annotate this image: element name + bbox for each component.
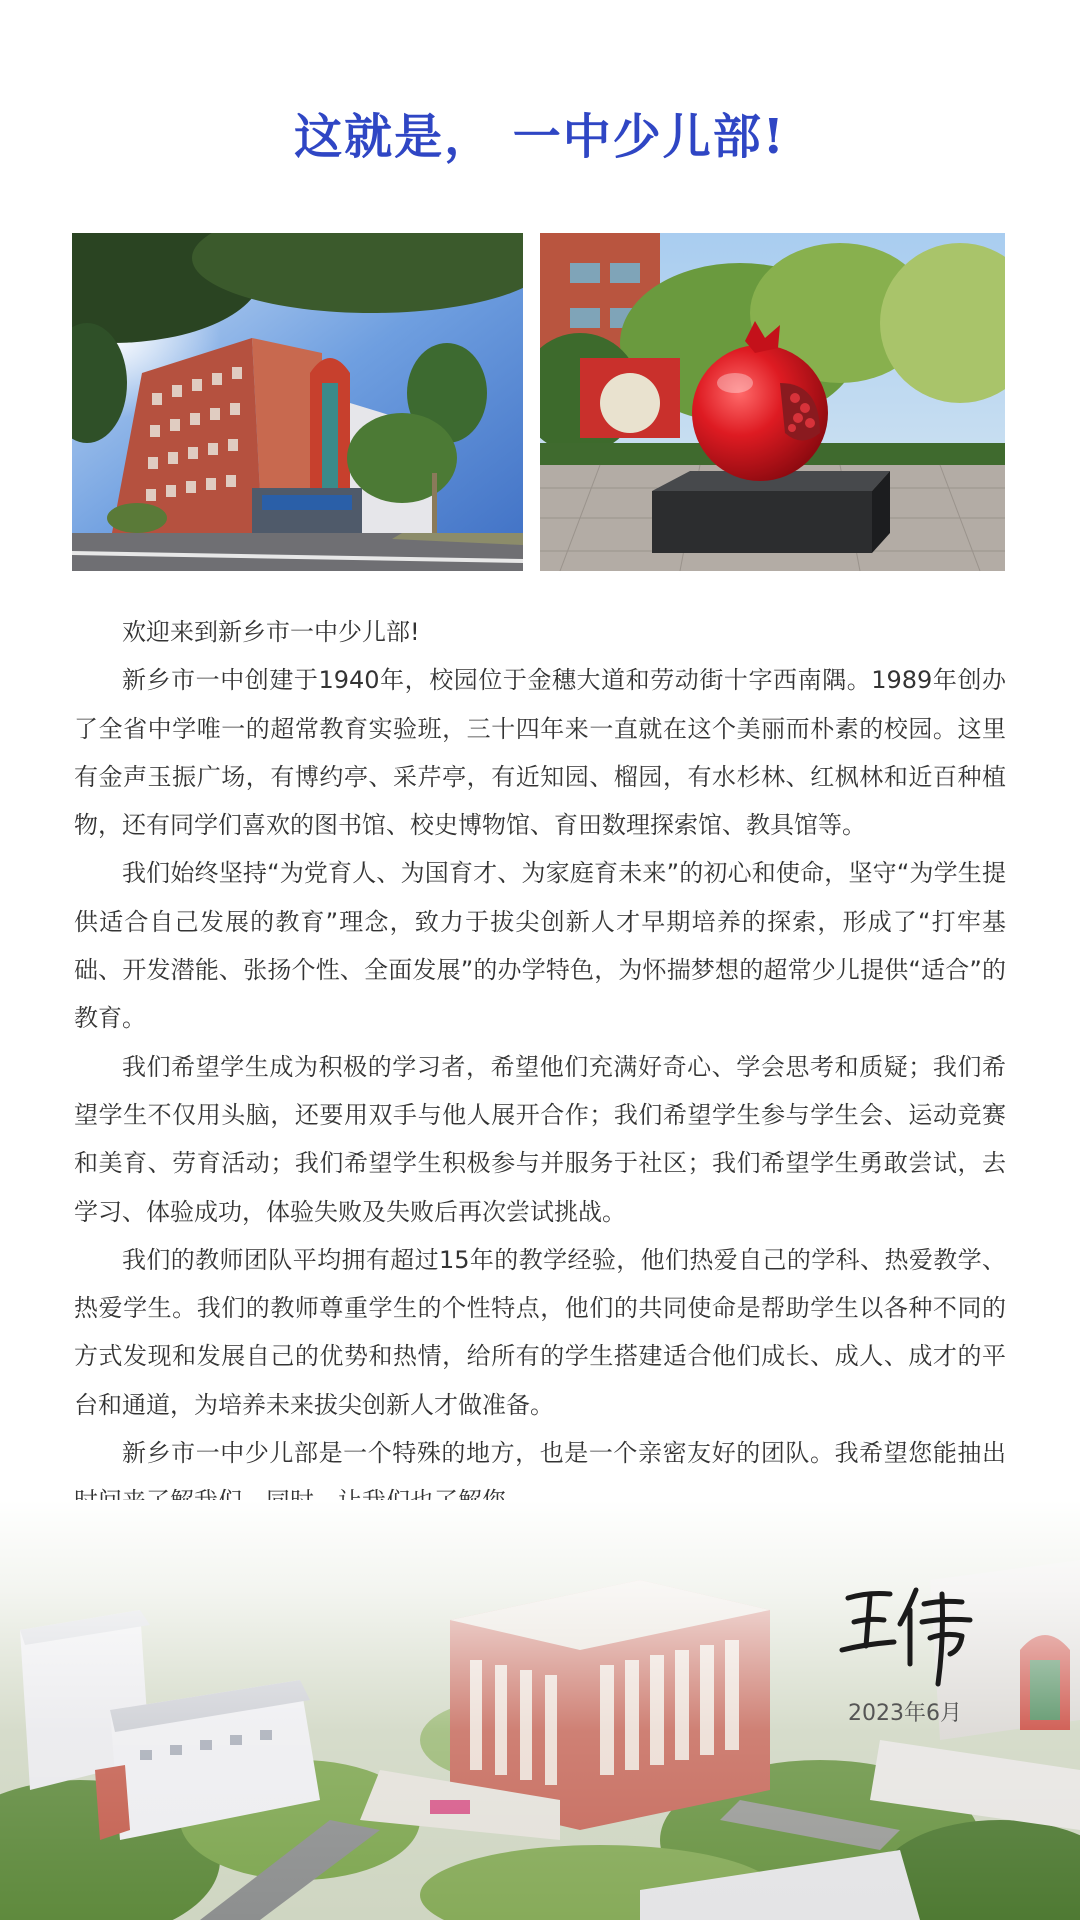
pomegranate-sculpture-illustration: [540, 233, 1005, 571]
paragraph-greeting: 欢迎来到新乡市一中少儿部!: [122, 618, 420, 646]
school-building-illustration: [72, 233, 523, 571]
paragraph-teachers: 我们的教师团队平均拥有超过15年的教学经验，他们热爱自己的学科、热爱教学、热爱学生。我们的教师尊重学生的个性特点，他们的共同使命是帮助学生以各种不同的方式发现和发展自己的优势和热情，给所有的学生搭建适合他们成长、成人、成才的平台和通道，为培养未来拔尖创新人才做准备。: [74, 1245, 1006, 1419]
paragraph-closing: 新乡市一中少儿部是一个特殊的地方，也是一个亲密友好的团队。我希望您能抽出: [122, 1439, 1006, 1468]
school-building-photo: [72, 233, 523, 571]
page-title: 这就是， 一中少儿部!: [294, 109, 786, 165]
paragraph-history: 新乡市一中创建于1940年，校园位于金穗大道和劳动街十字西南隅。1989年创办了全省中学唯一的超常教育实验班，三十四年来一直就在这个美丽而朴素的校园。这里有金声玉振广场，有博约亭、采芹亭，有近知园、榴园，有水杉林、红枫林和近百种植物，还有同学们喜欢的图书馆、校史博物馆、育田数理探索馆、教具馆等。: [74, 666, 1006, 840]
paragraph-mission: 我们始终坚持“为党育人、为国育才、为家庭育未来”的初心和使命，坚守“为学生提供适合自己发展的教育”理念，致力于拔尖创新人才早期培养的探索，形成了“打牢基础、开发潜能、张扬个性、全面发展”的办学特色，为怀揣梦想的超常少儿提供“适合”的教育。: [74, 859, 1006, 1033]
paragraph-hopes: 我们希望学生成为积极的学习者，希望他们充满好奇心、学会思考和质疑；我们希望学生不仅用头脑，还要用双手与他人展开合作；我们希望学生参与学生会、运动竞赛和美育、劳育活动；我们希望学生积极参与并服务于社区；我们希望学生勇敢尝试，去学习、体验成功，体验失败及失败后再次尝试挑战。: [74, 1052, 1006, 1226]
welcome-letter: [74, 608, 1006, 1526]
signature-image: [838, 1580, 978, 1690]
handwritten-signature: [838, 1580, 978, 1690]
pomegranate-sculpture-photo: [540, 233, 1005, 571]
signature-date: 2023年6月: [848, 1701, 962, 1726]
